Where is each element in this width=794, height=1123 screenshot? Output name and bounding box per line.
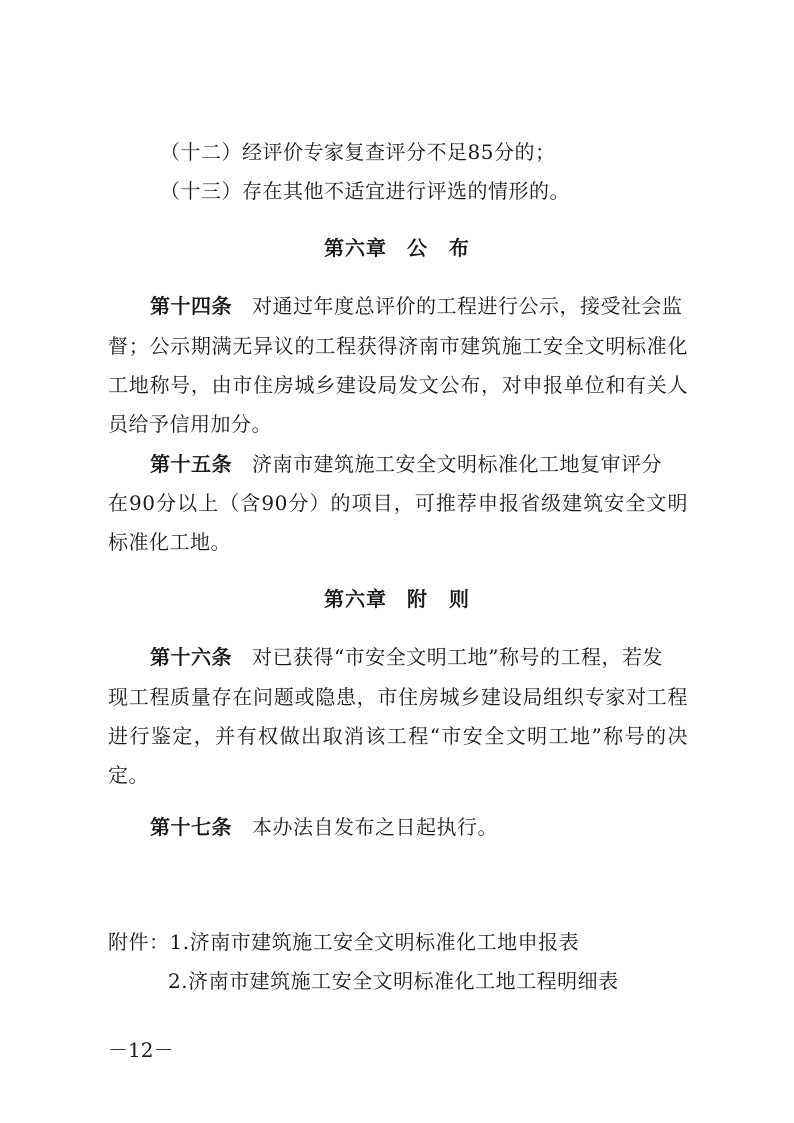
article-16-line-1 [150,643,663,671]
article-16-line-2: 现工程质量存在问题或隐患，市住房城乡建设局组织专家对工程 [108,685,688,709]
article-label: 第十四条 [150,294,232,318]
chapter-name: 公 布 [407,236,470,260]
attachment-prefix: 附件： [108,930,170,954]
article-14-line-4: 员给予信用加分。 [108,412,272,436]
attachment-1 [108,928,579,956]
article-14-line-2: 督；公示期满无异议的工程获得济南市建筑施工安全文明标准化 [108,334,688,358]
article-label: 第十五条 [150,452,232,476]
chapter-heading-publish [0,234,794,262]
article-text: 本办法自发布之日起执行。 [252,815,498,839]
chapter-heading-supplementary [0,585,794,613]
article-text: 济南市建筑施工安全文明标准化工地复审评分 [252,452,662,476]
article-15-line-2: 在90分以上（含90分）的项目，可推荐申报省级建筑安全文明 [108,491,688,515]
article-16-line-4: 定。 [108,763,149,787]
attachment-item: 1.济南市建筑施工安全文明标准化工地申报表 [169,930,580,954]
article-15-line-1 [150,450,662,478]
article-15-line-3: 标准化工地。 [108,530,231,554]
chapter-number: 第六章 [324,236,387,260]
article-text: 对已获得“市安全文明工地”称号的工程，若发 [252,645,663,669]
item-12: （十二）经评价专家复查评分不足85分的； [160,140,556,164]
article-14-line-3: 工地称号，由市住房城乡建设局发文公布，对申报单位和有关人 [108,373,688,397]
chapter-name: 附 则 [407,587,470,611]
article-14-line-1 [150,292,683,320]
article-17 [150,813,498,841]
attachment-2: 2.济南市建筑施工安全文明标准化工地工程明细表 [168,969,619,993]
chapter-number: 第六章 [324,587,387,611]
article-16-line-3: 进行鉴定，并有权做出取消该工程“市安全文明工地”称号的决 [108,724,688,748]
item-13: （十三）存在其他不适宜进行评选的情形的。 [160,179,570,203]
page-number: －12－ [108,1038,174,1062]
article-label: 第十六条 [150,645,232,669]
article-label: 第十七条 [150,815,232,839]
article-text: 对通过年度总评价的工程进行公示，接受社会监 [252,294,683,318]
